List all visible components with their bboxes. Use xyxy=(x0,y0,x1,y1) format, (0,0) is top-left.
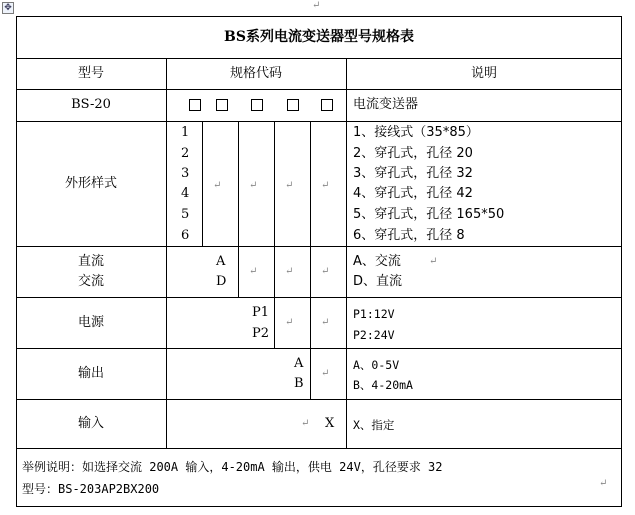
current-label-ac: 交流 xyxy=(77,274,104,289)
return-mark: ↵ xyxy=(321,317,330,328)
shape-item: 2、穿孔式，孔径 20 xyxy=(353,146,473,161)
return-mark: ↵ xyxy=(285,266,294,277)
shape-code: 3 xyxy=(181,166,190,181)
top-paragraph-mark: ↵ xyxy=(312,0,321,11)
return-mark: ↵ xyxy=(285,317,294,328)
table-title: BS系列电流变送器型号规格表 xyxy=(224,29,414,45)
shape-item: 4、穿孔式，孔径 42 xyxy=(353,186,473,201)
shape-code: 1 xyxy=(181,125,190,140)
return-mark: ↵ xyxy=(321,180,330,191)
current-item: A、交流 xyxy=(353,254,401,269)
power-item: P2:24V xyxy=(353,328,395,342)
output-item: A、0-5V xyxy=(353,358,400,372)
return-mark: ↵ xyxy=(301,418,310,429)
shape-item: 3、穿孔式，孔径 32 xyxy=(353,166,473,181)
return-mark: ↵ xyxy=(249,266,258,277)
shape-code: 2 xyxy=(181,146,190,161)
input-item: X、指定 xyxy=(353,418,395,432)
output-code: A xyxy=(294,356,304,371)
power-code: P2 xyxy=(252,326,270,341)
return-mark: ↵ xyxy=(285,180,294,191)
shape-code: 4 xyxy=(181,186,190,201)
example-line: 举例说明：如选择交流 200A 输入，4-20mA 输出，供电 24V，孔径要求 32 xyxy=(22,460,443,474)
shape-code: 6 xyxy=(181,228,190,243)
code-box-2 xyxy=(216,99,228,111)
input-code: X xyxy=(325,416,335,431)
return-mark: ↵ xyxy=(213,180,222,191)
code-box-5 xyxy=(321,99,333,111)
return-mark: ↵ xyxy=(599,478,608,489)
model-example-line: 型号：BS-203AP2BX200 xyxy=(22,482,160,496)
output-code: B xyxy=(294,376,304,391)
current-code: D xyxy=(216,274,227,289)
code-box-1 xyxy=(189,99,201,111)
current-item: D、直流 xyxy=(353,274,403,289)
power-item: P1:12V xyxy=(353,307,395,321)
return-mark: ↵ xyxy=(249,180,258,191)
shape-item: 1、接线式（35*85） xyxy=(353,125,479,140)
shape-item: 5、穿孔式，孔径 165*50 xyxy=(353,207,505,222)
output-item: B、4-20mA xyxy=(353,378,413,392)
current-code: A xyxy=(216,254,226,269)
return-mark: ↵ xyxy=(321,266,330,277)
model-label: BS-20 xyxy=(71,97,111,112)
header-description: 说明 xyxy=(470,66,497,81)
power-label: 电源 xyxy=(77,315,104,330)
shape-code: 5 xyxy=(181,207,190,222)
table-move-handle-icon[interactable]: ✥ xyxy=(2,2,14,14)
return-mark: ↵ xyxy=(429,256,438,267)
input-label: 输入 xyxy=(77,416,104,431)
return-mark: ↵ xyxy=(321,368,330,379)
current-label-dc: 直流 xyxy=(77,254,104,269)
output-label: 输出 xyxy=(77,366,104,381)
code-box-4 xyxy=(287,99,299,111)
model-description: 电流变送器 xyxy=(353,97,419,112)
code-box-3 xyxy=(251,99,263,111)
shape-label: 外形样式 xyxy=(64,176,117,191)
shape-item: 6、穿孔式，孔径 8 xyxy=(353,228,465,243)
header-model: 型号 xyxy=(77,66,104,81)
header-spec-code: 规格代码 xyxy=(229,66,282,81)
power-code: P1 xyxy=(252,305,270,320)
